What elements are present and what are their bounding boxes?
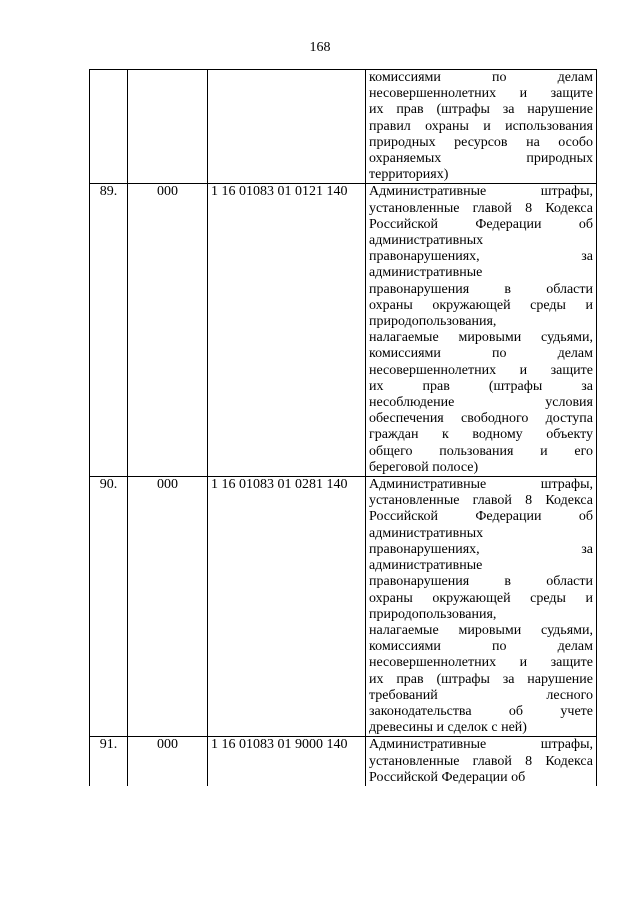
administrator-code-cell: 000: [128, 184, 208, 477]
description-line: древесины и сделок с ней): [369, 720, 527, 736]
budget-classification-code-cell: 1 16 01083 01 0121 140: [208, 184, 366, 477]
row-number-cell: 91.: [90, 737, 128, 786]
description-line: граждан к водному объекту: [369, 427, 593, 443]
description-line: комиссиями по делам: [369, 70, 593, 85]
description-line: правонарушения в области: [369, 574, 593, 590]
description-line: охраны окружающей среды и: [369, 297, 593, 313]
description-line: установленные главой 8 Кодекса: [369, 753, 593, 769]
description-cell: [366, 737, 597, 786]
description-line: несовершеннолетних и защите: [369, 362, 593, 378]
description-line: природопользования,: [369, 606, 497, 622]
description-line: правонарушениях, за: [369, 541, 593, 557]
description-cell: [366, 184, 597, 477]
description-line: правил охраны и использования: [369, 118, 593, 134]
description-line: природных ресурсов на особо: [369, 134, 593, 150]
description-line: административных: [369, 233, 484, 249]
description-line: правонарушения в области: [369, 281, 593, 297]
description-cell: [366, 70, 597, 184]
budget-codes-table: [89, 69, 597, 786]
row-number-cell: 89.: [90, 184, 128, 477]
description-line: несовершеннолетних и защите: [369, 86, 593, 102]
description-line: установленные главой 8 Кодекса: [369, 200, 593, 216]
description-line: Российской Федерации об: [369, 509, 593, 525]
table-body: [90, 70, 597, 786]
description-line: законодательства об учете: [369, 703, 593, 719]
description-line: правонарушениях, за: [369, 249, 593, 265]
description-line: их прав (штрафы за нарушение: [369, 671, 593, 687]
description-line: береговой полосе): [369, 459, 479, 475]
description-line: административных: [369, 525, 484, 541]
administrator-code-cell: 000: [128, 477, 208, 737]
description-line: несоблюдение условия: [369, 395, 593, 411]
description-line: несовершеннолетних и защите: [369, 655, 593, 671]
description-line: налагаемые мировыми судьями,: [369, 330, 593, 346]
table-row: [90, 184, 597, 477]
description-line: комиссиями по делам: [369, 346, 593, 362]
budget-classification-code-cell: 1 16 01083 01 0281 140: [208, 477, 366, 737]
description-line: Административные штрафы,: [369, 477, 593, 493]
table-row: [90, 70, 597, 184]
description-line: Российской Федерации об: [369, 769, 526, 785]
row-number-cell: 90.: [90, 477, 128, 737]
description-cell: [366, 477, 597, 737]
administrator-code-cell: [128, 70, 208, 184]
administrator-code-cell: 000: [128, 737, 208, 786]
description-line: административные: [369, 265, 483, 281]
description-line: обеспечения свободного доступа: [369, 411, 593, 427]
description-line: Российской Федерации об: [369, 216, 593, 232]
description-line: требований лесного: [369, 687, 593, 703]
description-line: административные: [369, 558, 483, 574]
budget-classification-code-cell: [208, 70, 366, 184]
description-line: охраняемых природных: [369, 151, 593, 167]
description-line: Административные штрафы,: [369, 184, 593, 200]
description-line: Административные штрафы,: [369, 737, 593, 753]
description-line: налагаемые мировыми судьями,: [369, 622, 593, 638]
description-line: общего пользования и его: [369, 443, 593, 459]
table-row: [90, 737, 597, 786]
row-number-cell: [90, 70, 128, 184]
description-line: их прав (штрафы за: [369, 378, 593, 394]
description-line: их прав (штрафы за нарушение: [369, 102, 593, 118]
description-line: природопользования,: [369, 314, 497, 330]
description-line: установленные главой 8 Кодекса: [369, 493, 593, 509]
description-line: охраны окружающей среды и: [369, 590, 593, 606]
description-line: территориях): [369, 167, 449, 183]
description-line: комиссиями по делам: [369, 639, 593, 655]
page-number: 168: [309, 40, 331, 55]
table-row: [90, 477, 597, 737]
budget-classification-code-cell: 1 16 01083 01 9000 140: [208, 737, 366, 786]
